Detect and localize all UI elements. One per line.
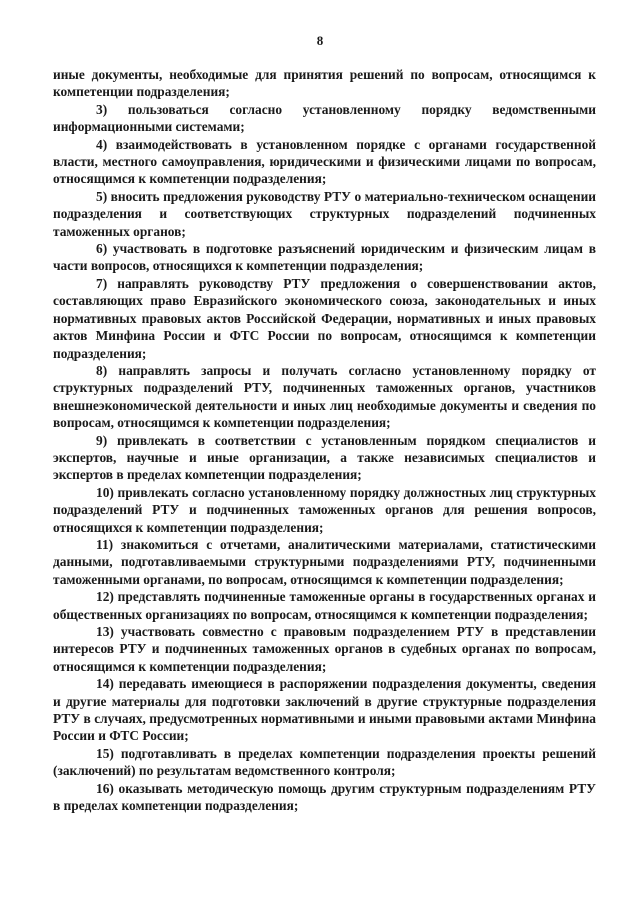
paragraph-item-9: 9) привлекать в соответствии с установленным порядком специалистов и экспертов, научные и иные организации, а также независимых специалистов и экспертов в пределах компетенции подразделения; (53, 432, 596, 483)
paragraph-item-14: 14) передавать имеющиеся в распоряжении подразделения документы, сведения и другие материалы для подготовки заключений в другие структурные подразделения РТУ в случаях, предусмотренных нормативными и иными правовыми актами Минфина России и ФТС России; (53, 676, 596, 744)
paragraph-item-8: 8) направлять запросы и получать согласно установленному порядку от структурных подразделений РТУ, подчиненных таможенных органов, участников внешнеэкономической деятельности и иных лиц необходимые документы и сведения по вопросам, относящимся к компетенции подразделения; (53, 362, 596, 431)
paragraph-item-13: 13) участвовать совместно с правовым подразделением РТУ в представлении интересов РТУ и подчиненных таможенных органов в судебных органах по вопросам, относящимся к компетенции подразделения; (53, 624, 596, 674)
document-body (53, 66, 596, 814)
paragraph-item-16: 16) оказывать методическую помощь другим структурным подразделениям РТУ в пределах компетенции подразделения; (53, 780, 596, 814)
paragraph-item-5: 5) вносить предложения руководству РТУ о материально-техническом оснащении подразделения и соответствующих структурных подразделений подчиненных таможенных органов; (53, 188, 596, 239)
paragraph-item-10: 10) привлекать согласно установленному порядку должностных лиц структурных подразделений РТУ и подчиненных таможенных органов для решения вопросов, относящихся к компетенции подразделения; (53, 484, 596, 535)
paragraph-item-7: 7) направлять руководству РТУ предложения о совершенствовании актов, составляющих право Евразийского экономического союза, законодательных и иных нормативных правовых актов Российской Федерации, нормативных и иных правовых актов Минфина России и ФТС России по вопросам, относящимся к компетенции подразделения; (53, 275, 596, 361)
paragraph-item-6: 6) участвовать в подготовке разъяснений юридическим и физическим лицам в части вопросов, относящихся к компетенции подразделения; (53, 241, 596, 274)
paragraph-item-11: 11) знакомиться с отчетами, аналитическими материалами, статистическими данными, подготавливаемыми структурными подразделениями РТУ, подчиненными таможенными органами, по вопросам, относящимся к компетенции подразделения; (53, 536, 596, 587)
paragraph-item-15: 15) подготавливать в пределах компетенции подразделения проекты решений (заключений) по результатам ведомственного контроля; (53, 745, 596, 779)
paragraph-item-12: 12) представлять подчиненные таможенные органы в государственных органах и общественных организациях по вопросам, относящимся к компетенции подразделения; (53, 589, 596, 622)
paragraph-item-4: 4) взаимодействовать в установленном порядке с органами государственной власти, местного самоуправления, юридическими и физическими лицами по вопросам, относящимся к компетенции подразделения; (53, 136, 596, 187)
paragraph-continuation: иные документы, необходимые для принятия решений по вопросам, относящимся к компетенции подразделения; (53, 67, 596, 100)
paragraph-item-3: 3) пользоваться согласно установленному порядку ведомственными информационными системами; (53, 101, 596, 135)
page-number: 8 (316, 33, 324, 48)
